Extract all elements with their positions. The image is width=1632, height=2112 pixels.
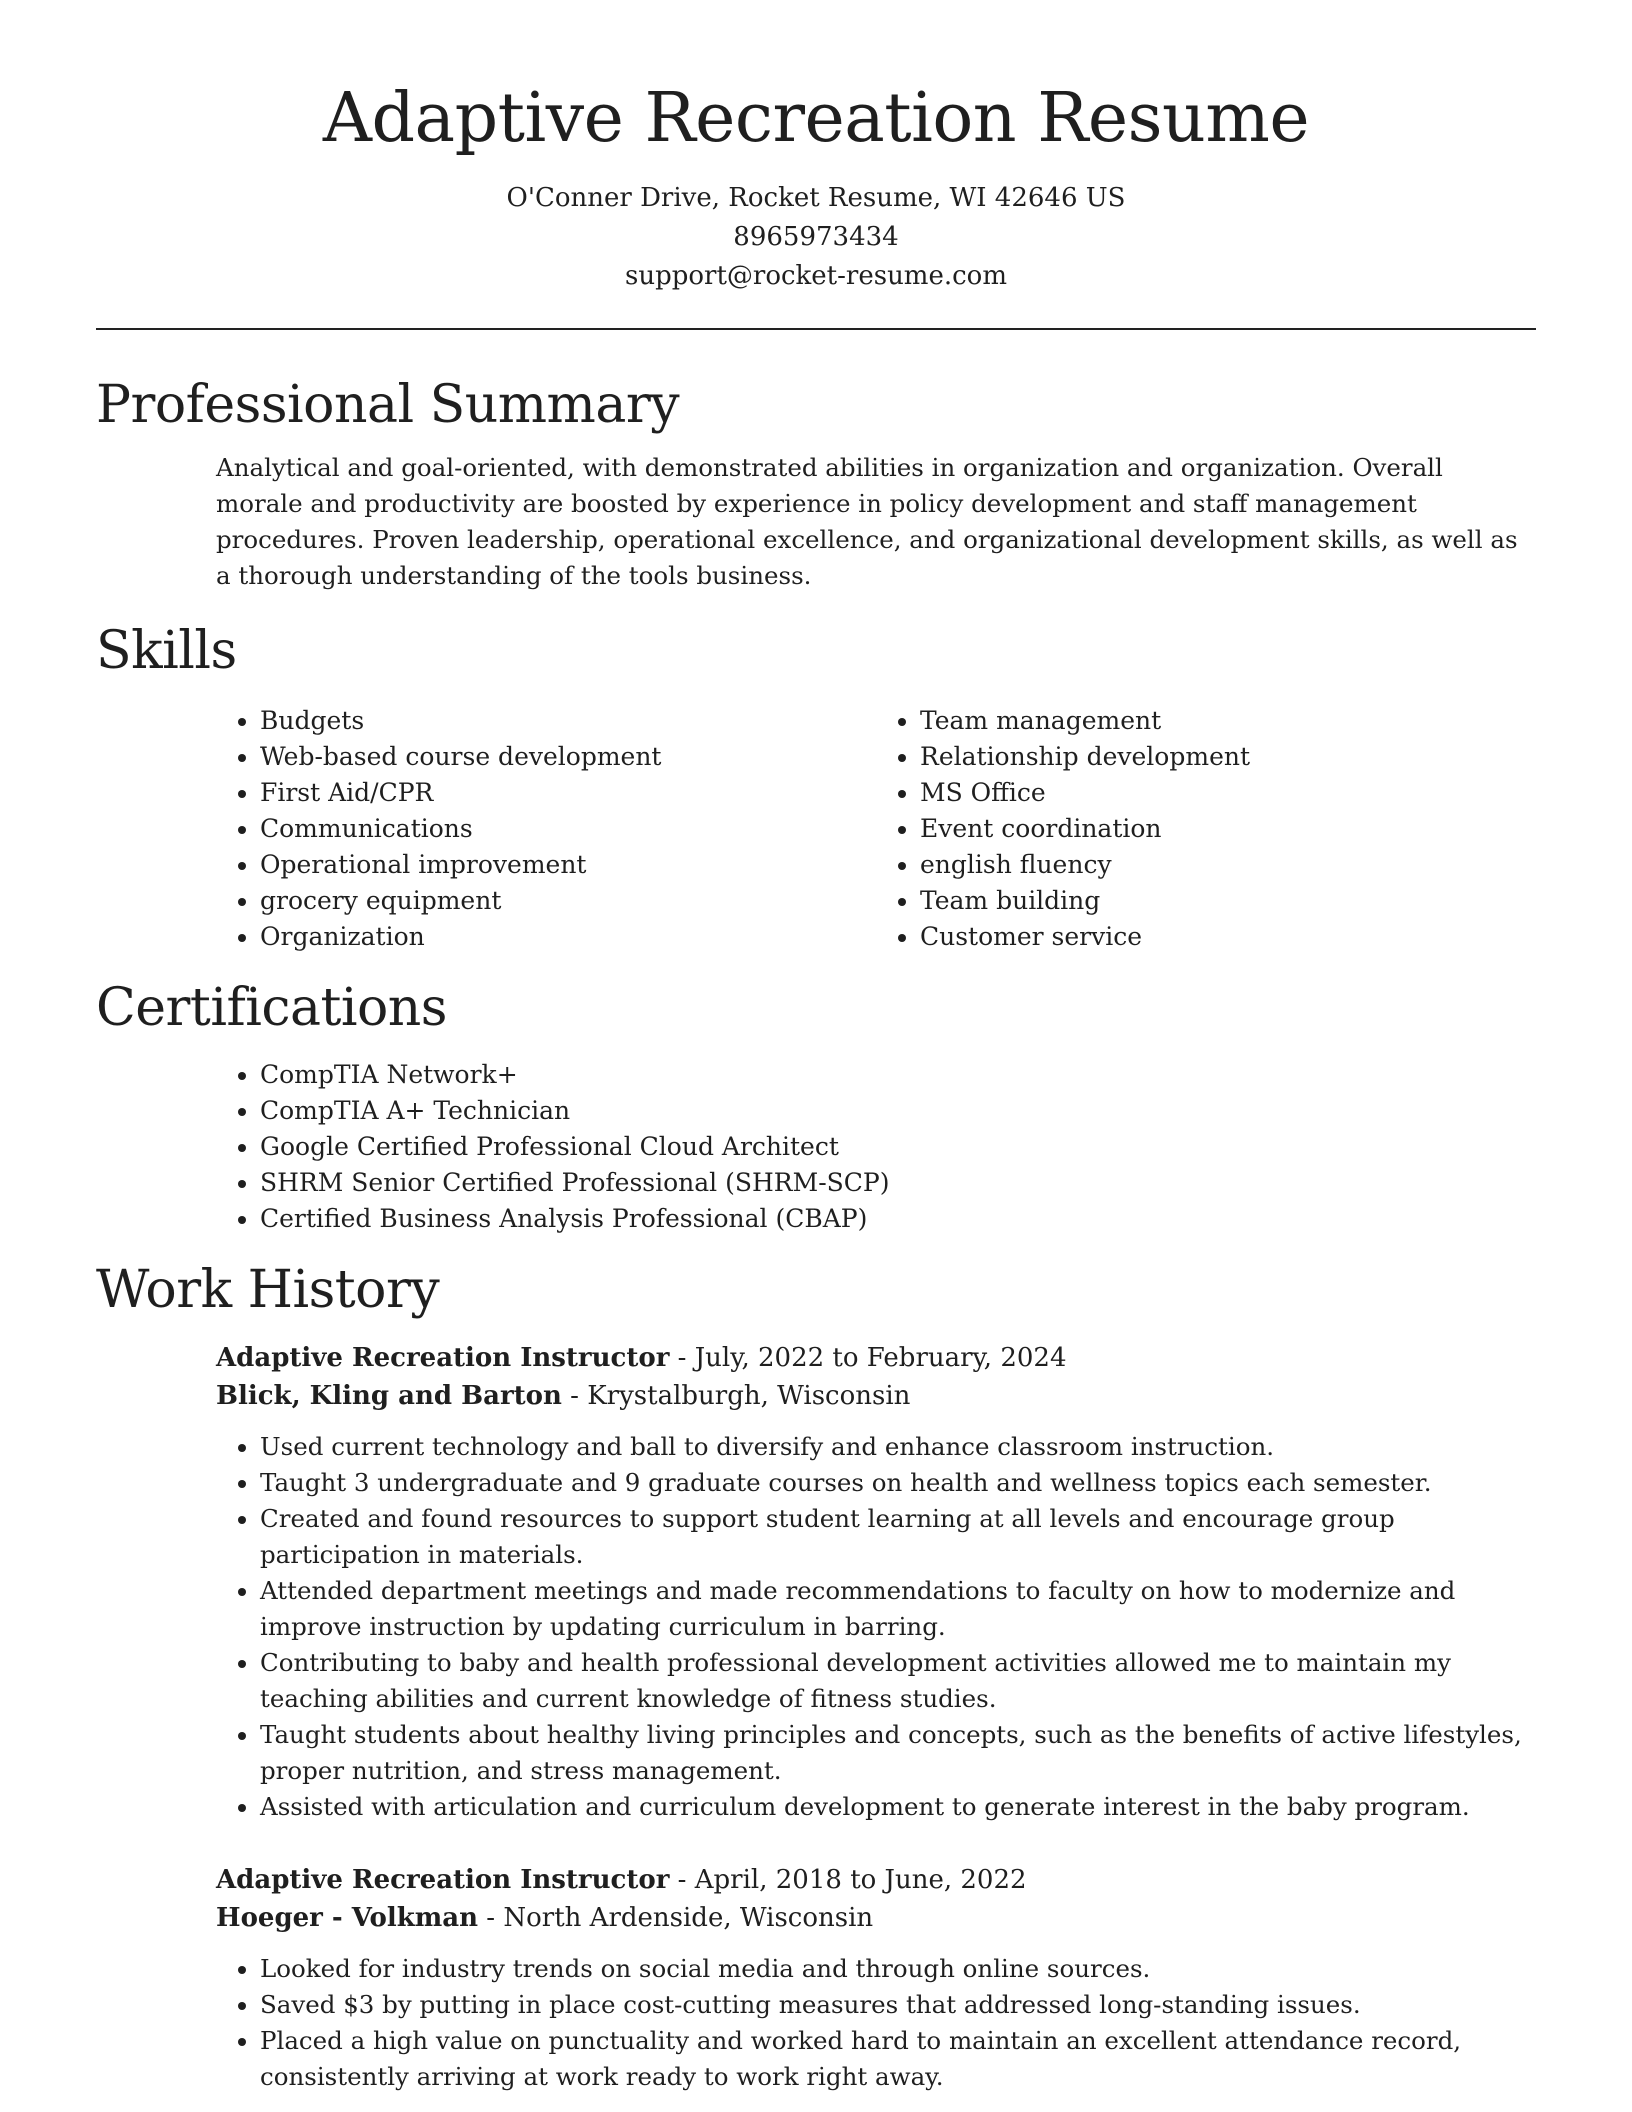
job-dates: July, 2022 to February, 2024 [694,1343,1067,1374]
work-history-section [96,1259,1536,2095]
separator: - [669,1343,695,1374]
skills-columns [96,703,1536,955]
job-bullet: • Taught 3 undergraduate and 9 graduate courses on health and wellness topics each semester. [260,1465,1536,1501]
skills-list-left [216,703,876,955]
job-dates: April, 2018 to June, 2022 [694,1865,1027,1896]
job-bullet: • Contributing to baby and health professional development activities allowed me to maintain my teaching abilities and current knowledge of fitness studies. [260,1645,1536,1717]
skill-item: • Event coordination [920,811,1536,847]
skill-item: • english fluency [920,847,1536,883]
job-company: Blick, Kling and Barton [216,1381,562,1412]
certifications-list [216,1057,1536,1237]
job-company: Hoeger - Volkman [216,1903,479,1934]
job-title-line [216,1861,1536,1899]
professional-summary-section [96,374,1536,594]
contact-address: O'Conner Drive, Rocket Resume, WI 42646 US [506,182,1126,213]
skill-item: • Budgets [260,703,876,739]
certification-item: • Google Certified Professional Cloud Architect [260,1129,1536,1165]
skill-item: • First Aid/CPR [260,775,876,811]
separator: - [561,1381,588,1412]
job-bullet: • Created and found resources to support student learning at all levels and encourage group participation in materials. [260,1501,1536,1573]
contact-block [96,179,1536,296]
job-bullet: • Looked for industry trends on social media and through online sources. [260,1951,1536,1987]
job-bullet: • Attended department meetings and made recommendations to faculty on how to modernize and improve instruction by updating curriculum in barring. [260,1573,1536,1645]
section-heading-summary: Professional Summary [96,374,680,435]
certification-item: • CompTIA A+ Technician [260,1093,1536,1129]
job-location: Krystalburgh, Wisconsin [587,1381,911,1412]
section-heading-skills: Skills [96,621,237,682]
section-heading-certifications: Certifications [96,977,447,1038]
summary-text: Analytical and goal-oriented, with demonstrated abilities in organization and organization. Overall morale and productivity are boosted by experience in policy development and staff management procedures. Proven leadership, operational excellence, and organizational development skills, as well as a thorough understanding of the tools business. [216,453,1518,591]
skill-item: • Customer service [920,919,1536,955]
contact-email: support@rocket-resume.com [624,260,1007,291]
separator: - [669,1865,695,1896]
contact-phone: 8965973434 [733,221,899,252]
header-divider [96,328,1536,330]
skill-item: • Organization [260,919,876,955]
certification-item: • SHRM Senior Certified Professional (SHRM-SCP) [260,1165,1536,1201]
job-role: Adaptive Recreation Instructor [216,1865,670,1896]
separator: - [478,1903,504,1934]
job-bullets [216,1951,1536,2095]
skills-list-right [876,703,1536,955]
skill-item: • Team building [920,883,1536,919]
skill-item: • MS Office [920,775,1536,811]
skill-item: • Web-based course development [260,739,876,775]
job-location: North Ardenside, Wisconsin [503,1903,874,1934]
job-entry [96,1339,1536,1825]
skill-item: • Operational improvement [260,847,876,883]
job-title-line [216,1339,1536,1377]
skill-item: • grocery equipment [260,883,876,919]
skills-section [96,620,1536,954]
resume-title: Adaptive Recreation Resume [322,79,1310,158]
certification-item: • CompTIA Network+ [260,1057,1536,1093]
skill-item: • Team management [920,703,1536,739]
certifications-section [96,977,1536,1237]
section-heading-work-history: Work History [96,1259,440,1320]
job-bullet: • Assisted with articulation and curriculum development to generate interest in the baby program. [260,1789,1536,1825]
job-bullet: • Placed a high value on punctuality and worked hard to maintain an excellent attendance record, consistently arriving at work ready to work right away. [260,2023,1536,2095]
job-company-line [216,1377,1536,1415]
job-bullet: • Taught students about healthy living principles and concepts, such as the benefits of active lifestyles, proper nutrition, and stress management. [260,1717,1536,1789]
job-entry [96,1861,1536,2095]
skill-item: • Relationship development [920,739,1536,775]
certification-item: • Certified Business Analysis Professional (CBAP) [260,1201,1536,1237]
job-bullet: • Saved $3 by putting in place cost-cutting measures that addressed long-standing issues. [260,1987,1536,2023]
resume-header [96,0,1536,296]
skill-item: • Communications [260,811,876,847]
job-bullet: • Used current technology and ball to diversify and enhance classroom instruction. [260,1429,1536,1465]
job-role: Adaptive Recreation Instructor [216,1343,670,1374]
job-bullets [216,1429,1536,1825]
job-company-line [216,1899,1536,1937]
